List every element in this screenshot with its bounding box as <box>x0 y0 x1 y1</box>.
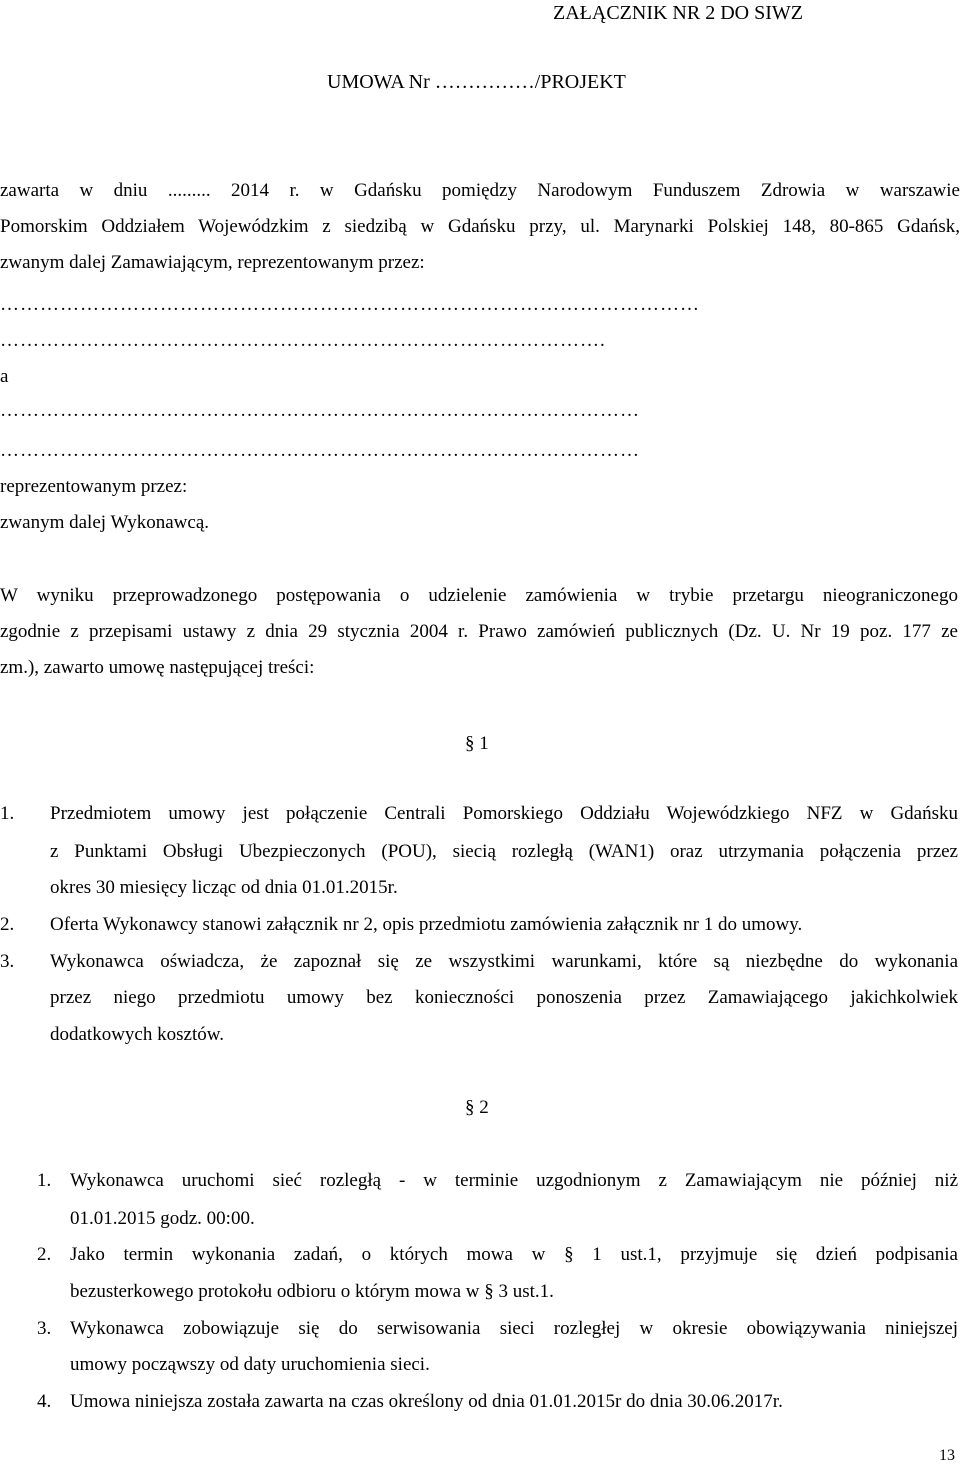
item-line: Wykonawca uruchomi sieć rozległą - w terminie uzgodnionym z Zamawiającym nie później niż <box>70 1170 958 1191</box>
item-line: przez niego przedmiotu umowy bez konieczności ponoszenia przez Zamawiającego jakichkolwiek <box>50 987 958 1008</box>
item-number: 3. <box>37 1318 52 1339</box>
item-number: 3. <box>0 951 15 972</box>
intro-line: zwanym dalej Zamawiającym, reprezentowanym przez: <box>0 252 425 273</box>
preamble-line: W wyniku przeprowadzonego postępowania o udzielenie zamówienia w trybie przetargu nieograniczonego <box>0 585 958 606</box>
item-line: z Punktami Obsługi Ubezpieczonych (POU), siecią rozległą (WAN1) oraz utrzymania połączenia przez <box>50 841 958 862</box>
item-line: bezusterkowego protokołu odbioru o którym mowa w § 3 ust.1. <box>70 1281 554 1302</box>
preamble-line: zgodnie z przepisami ustawy z dnia 29 stycznia 2004 r. Prawo zamówień publicznych (Dz. U. Nr 19 poz. 177 ze <box>0 621 958 642</box>
contract-title: UMOWA Nr ……………/PROJEKT <box>327 71 626 93</box>
dotted-placeholder: …………………………………………………………………………………… <box>0 400 640 421</box>
item-line: Wykonawca oświadcza, że zapoznał się ze wszystkimi warunkami, które są niezbędne do wykonania <box>50 951 958 972</box>
item-line: Umowa niniejsza została zawarta na czas określony od dnia 01.01.2015r do dnia 30.06.2017r. <box>70 1391 783 1412</box>
dotted-placeholder: ………………………………………………………………………………. <box>0 330 606 351</box>
item-line: dodatkowych kosztów. <box>50 1024 224 1045</box>
item-number: 1. <box>0 803 15 824</box>
section-heading-1: § 1 <box>465 733 489 754</box>
intro-line: zawarta w dniu ......... 2014 r. w Gdańsku pomiędzy Narodowym Funduszem Zdrowia w warszawie <box>0 180 960 201</box>
item-number: 1. <box>37 1170 52 1191</box>
item-line: 01.01.2015 godz. 00:00. <box>70 1208 255 1229</box>
item-line: Jako termin wykonania zadań, o których mowa w § 1 ust.1, przyjmuje się dzień podpisania <box>70 1244 958 1265</box>
item-line: Przedmiotem umowy jest połączenie Centrali Pomorskiego Oddziału Wojewódzkiego NFZ w Gdańsku <box>50 803 958 824</box>
section-heading-2: § 2 <box>465 1097 489 1118</box>
contractor-label: zwanym dalej Wykonawcą. <box>0 512 210 533</box>
item-number: 2. <box>0 914 15 935</box>
item-line: Oferta Wykonawcy stanowi załącznik nr 2, opis przedmiotu zamówienia załącznik nr 1 do umowy. <box>50 914 803 935</box>
attachment-header: ZAŁĄCZNIK NR 2 DO SIWZ <box>553 2 803 24</box>
item-line: okres 30 miesięcy licząc od dnia 01.01.2015r. <box>50 877 398 898</box>
item-line: Wykonawca zobowiązuje się do serwisowania sieci rozległej w okresie obowiązywania niniejszej <box>70 1318 958 1339</box>
intro-line: Pomorskim Oddziałem Wojewódzkim z siedzibą w Gdańsku przy, ul. Marynarki Polskiej 148, 80-865 Gdańsk, <box>0 216 960 237</box>
dotted-placeholder: …………………………………………………………………………………… <box>0 440 640 461</box>
item-line: umowy począwszy od daty uruchomienia sieci. <box>70 1354 430 1375</box>
page-number: 13 <box>939 1447 955 1464</box>
item-number: 4. <box>37 1391 52 1412</box>
item-number: 2. <box>37 1244 52 1265</box>
dotted-placeholder: …………………………………………………………………………………………… <box>0 294 700 315</box>
conjunction-text: a <box>0 366 9 387</box>
represented-by: reprezentowanym przez: <box>0 476 188 497</box>
preamble-line: zm.), zawarto umowę następującej treści: <box>0 657 315 678</box>
